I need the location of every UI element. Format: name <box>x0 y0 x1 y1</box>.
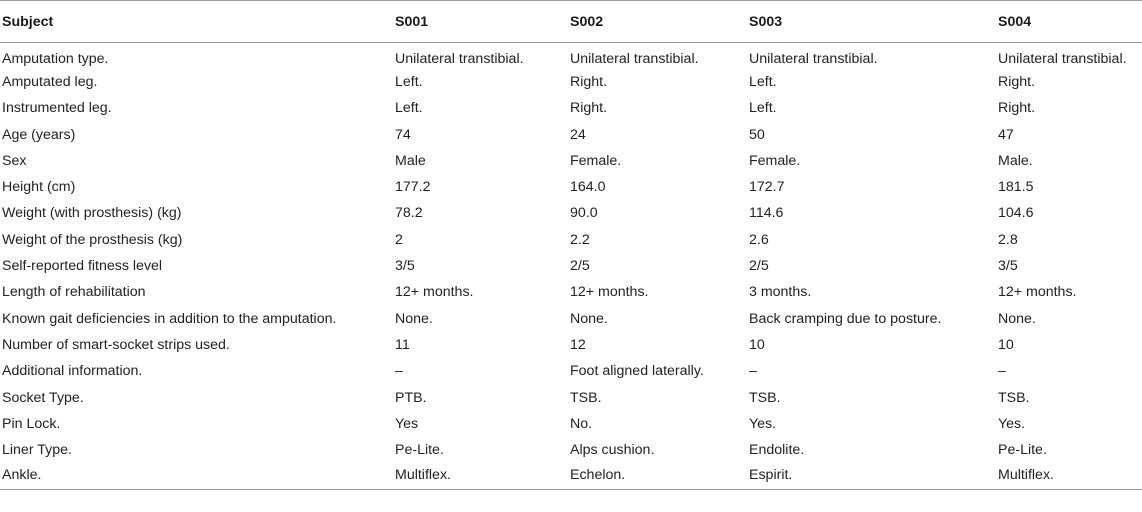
row-label: Sex <box>2 152 27 169</box>
row-label: Socket Type. <box>2 389 84 406</box>
row-label: Height (cm) <box>2 179 76 196</box>
cell-s004: Right. <box>998 100 1036 117</box>
cell-s004: 47 <box>998 126 1014 143</box>
cell-s002: 2/5 <box>570 258 590 275</box>
row-label: Number of smart-socket strips used. <box>2 336 230 353</box>
cell-s004: 10 <box>998 336 1014 353</box>
row-label: Amputated leg. <box>2 73 98 90</box>
cell-s001: Left. <box>395 100 423 117</box>
cell-s003: Yes. <box>749 415 777 432</box>
header-s004: S004 <box>996 1 1142 43</box>
table-row <box>0 121 1142 147</box>
cell-s002: 2.2 <box>570 231 590 248</box>
cell-s004: – <box>998 363 1006 380</box>
row-label: Length of rehabilitation <box>2 284 146 301</box>
table-row <box>0 384 1142 410</box>
row-label: Liner Type. <box>2 442 72 459</box>
header-subject: Subject <box>0 1 393 43</box>
table-header <box>0 1 1142 43</box>
row-label: Weight (with prosthesis) (kg) <box>2 205 182 222</box>
cell-s001: 78.2 <box>395 205 423 222</box>
row-label: Additional information. <box>2 363 143 380</box>
cell-s004: 181.5 <box>998 179 1034 196</box>
cell-s003: Left. <box>749 73 777 90</box>
cell-s002: Right. <box>570 73 608 90</box>
cell-s001: Multiflex. <box>393 463 568 489</box>
cell-s004: Multiflex. <box>996 463 1142 489</box>
cell-s002: 164.0 <box>570 179 606 196</box>
row-label: Weight of the prosthesis (kg) <box>2 231 183 248</box>
cell-s002: Unilateral transtibial. <box>570 50 699 67</box>
table-row <box>0 69 1142 95</box>
table-row <box>0 95 1142 121</box>
cell-s003: Espirit. <box>747 463 996 489</box>
cell-s003: 172.7 <box>749 179 785 196</box>
cell-s003: 2/5 <box>749 258 769 275</box>
cell-s001: 74 <box>395 126 411 143</box>
cell-s004: Male. <box>998 152 1033 169</box>
header-s002: S002 <box>568 1 747 43</box>
table-row <box>0 148 1142 174</box>
cell-s002: 90.0 <box>570 205 598 222</box>
table-row <box>0 253 1142 279</box>
cell-s004: 3/5 <box>998 258 1018 275</box>
cell-s002: 24 <box>570 126 586 143</box>
cell-s001: – <box>395 363 403 380</box>
table-body <box>0 43 1142 490</box>
header-s001: S001 <box>393 1 568 43</box>
cell-s004: Yes. <box>998 415 1026 432</box>
table-row <box>0 463 1142 489</box>
cell-s002: Echelon. <box>568 463 747 489</box>
cell-s002: Right. <box>570 100 608 117</box>
cell-s001: 11 <box>395 336 410 353</box>
cell-s002: No. <box>570 415 593 432</box>
cell-s004: None. <box>998 310 1036 327</box>
row-label: Amputation type. <box>2 50 109 67</box>
cell-s001: Unilateral transtibial. <box>395 50 524 67</box>
cell-s003: Endolite. <box>749 442 805 459</box>
cell-s002: TSB. <box>570 389 602 406</box>
table-row <box>0 227 1142 253</box>
cell-s003: Unilateral transtibial. <box>749 50 878 67</box>
cell-s003: Back cramping due to posture. <box>749 310 942 327</box>
cell-s003: 114.6 <box>749 205 784 222</box>
table-row <box>0 174 1142 200</box>
cell-s002: Female. <box>570 152 622 169</box>
cell-s001: Male <box>395 152 426 169</box>
table-row <box>0 43 1142 69</box>
table-row <box>0 358 1142 384</box>
cell-s001: Left. <box>395 73 423 90</box>
cell-s003: 2.6 <box>749 231 769 248</box>
cell-s003: Female. <box>749 152 801 169</box>
cell-s002: Foot aligned laterally. <box>570 363 704 380</box>
table-row <box>0 332 1142 358</box>
cell-s002: None. <box>570 310 608 327</box>
cell-s004: 12+ months. <box>998 284 1077 301</box>
cell-s001: 177.2 <box>395 179 431 196</box>
table-row <box>0 305 1142 331</box>
cell-s003: – <box>749 363 757 380</box>
table-row <box>0 279 1142 305</box>
cell-s001: Yes <box>395 415 419 432</box>
row-label: Known gait deficiencies in addition to the amputation. <box>2 310 337 327</box>
row-label: Pin Lock. <box>2 415 61 432</box>
table-row <box>0 411 1142 437</box>
cell-s003: TSB. <box>749 389 781 406</box>
cell-s004: Right. <box>998 73 1036 90</box>
row-label: Instrumented leg. <box>2 100 112 117</box>
cell-s003: 10 <box>749 336 765 353</box>
cell-s004: 104.6 <box>998 205 1034 222</box>
cell-s004: Unilateral transtibial. <box>998 50 1127 67</box>
cell-s003: 50 <box>749 126 765 143</box>
header-s003: S003 <box>747 1 996 43</box>
cell-s002: 12+ months. <box>570 284 649 301</box>
row-label: Age (years) <box>2 126 76 143</box>
cell-s003: Left. <box>749 100 777 117</box>
header-row <box>0 1 1142 43</box>
cell-s001: 12+ months. <box>395 284 474 301</box>
cell-s004: Pe-Lite. <box>998 442 1047 459</box>
cell-s001: PTB. <box>395 389 427 406</box>
cell-s001: Pe-Lite. <box>395 442 444 459</box>
row-label: Self-reported fitness level <box>2 258 163 275</box>
cell-s001: 2 <box>395 231 403 248</box>
cell-s003: 3 months. <box>749 284 812 301</box>
cell-s002: Alps cushion. <box>570 442 655 459</box>
table-row <box>0 437 1142 463</box>
row-label: Ankle. <box>0 463 393 489</box>
cell-s001: None. <box>395 310 433 327</box>
table-row <box>0 200 1142 226</box>
cell-s001: 3/5 <box>395 258 415 275</box>
cell-s004: TSB. <box>998 389 1030 406</box>
cell-s004: 2.8 <box>998 231 1018 248</box>
cell-s002: 12 <box>570 336 586 353</box>
